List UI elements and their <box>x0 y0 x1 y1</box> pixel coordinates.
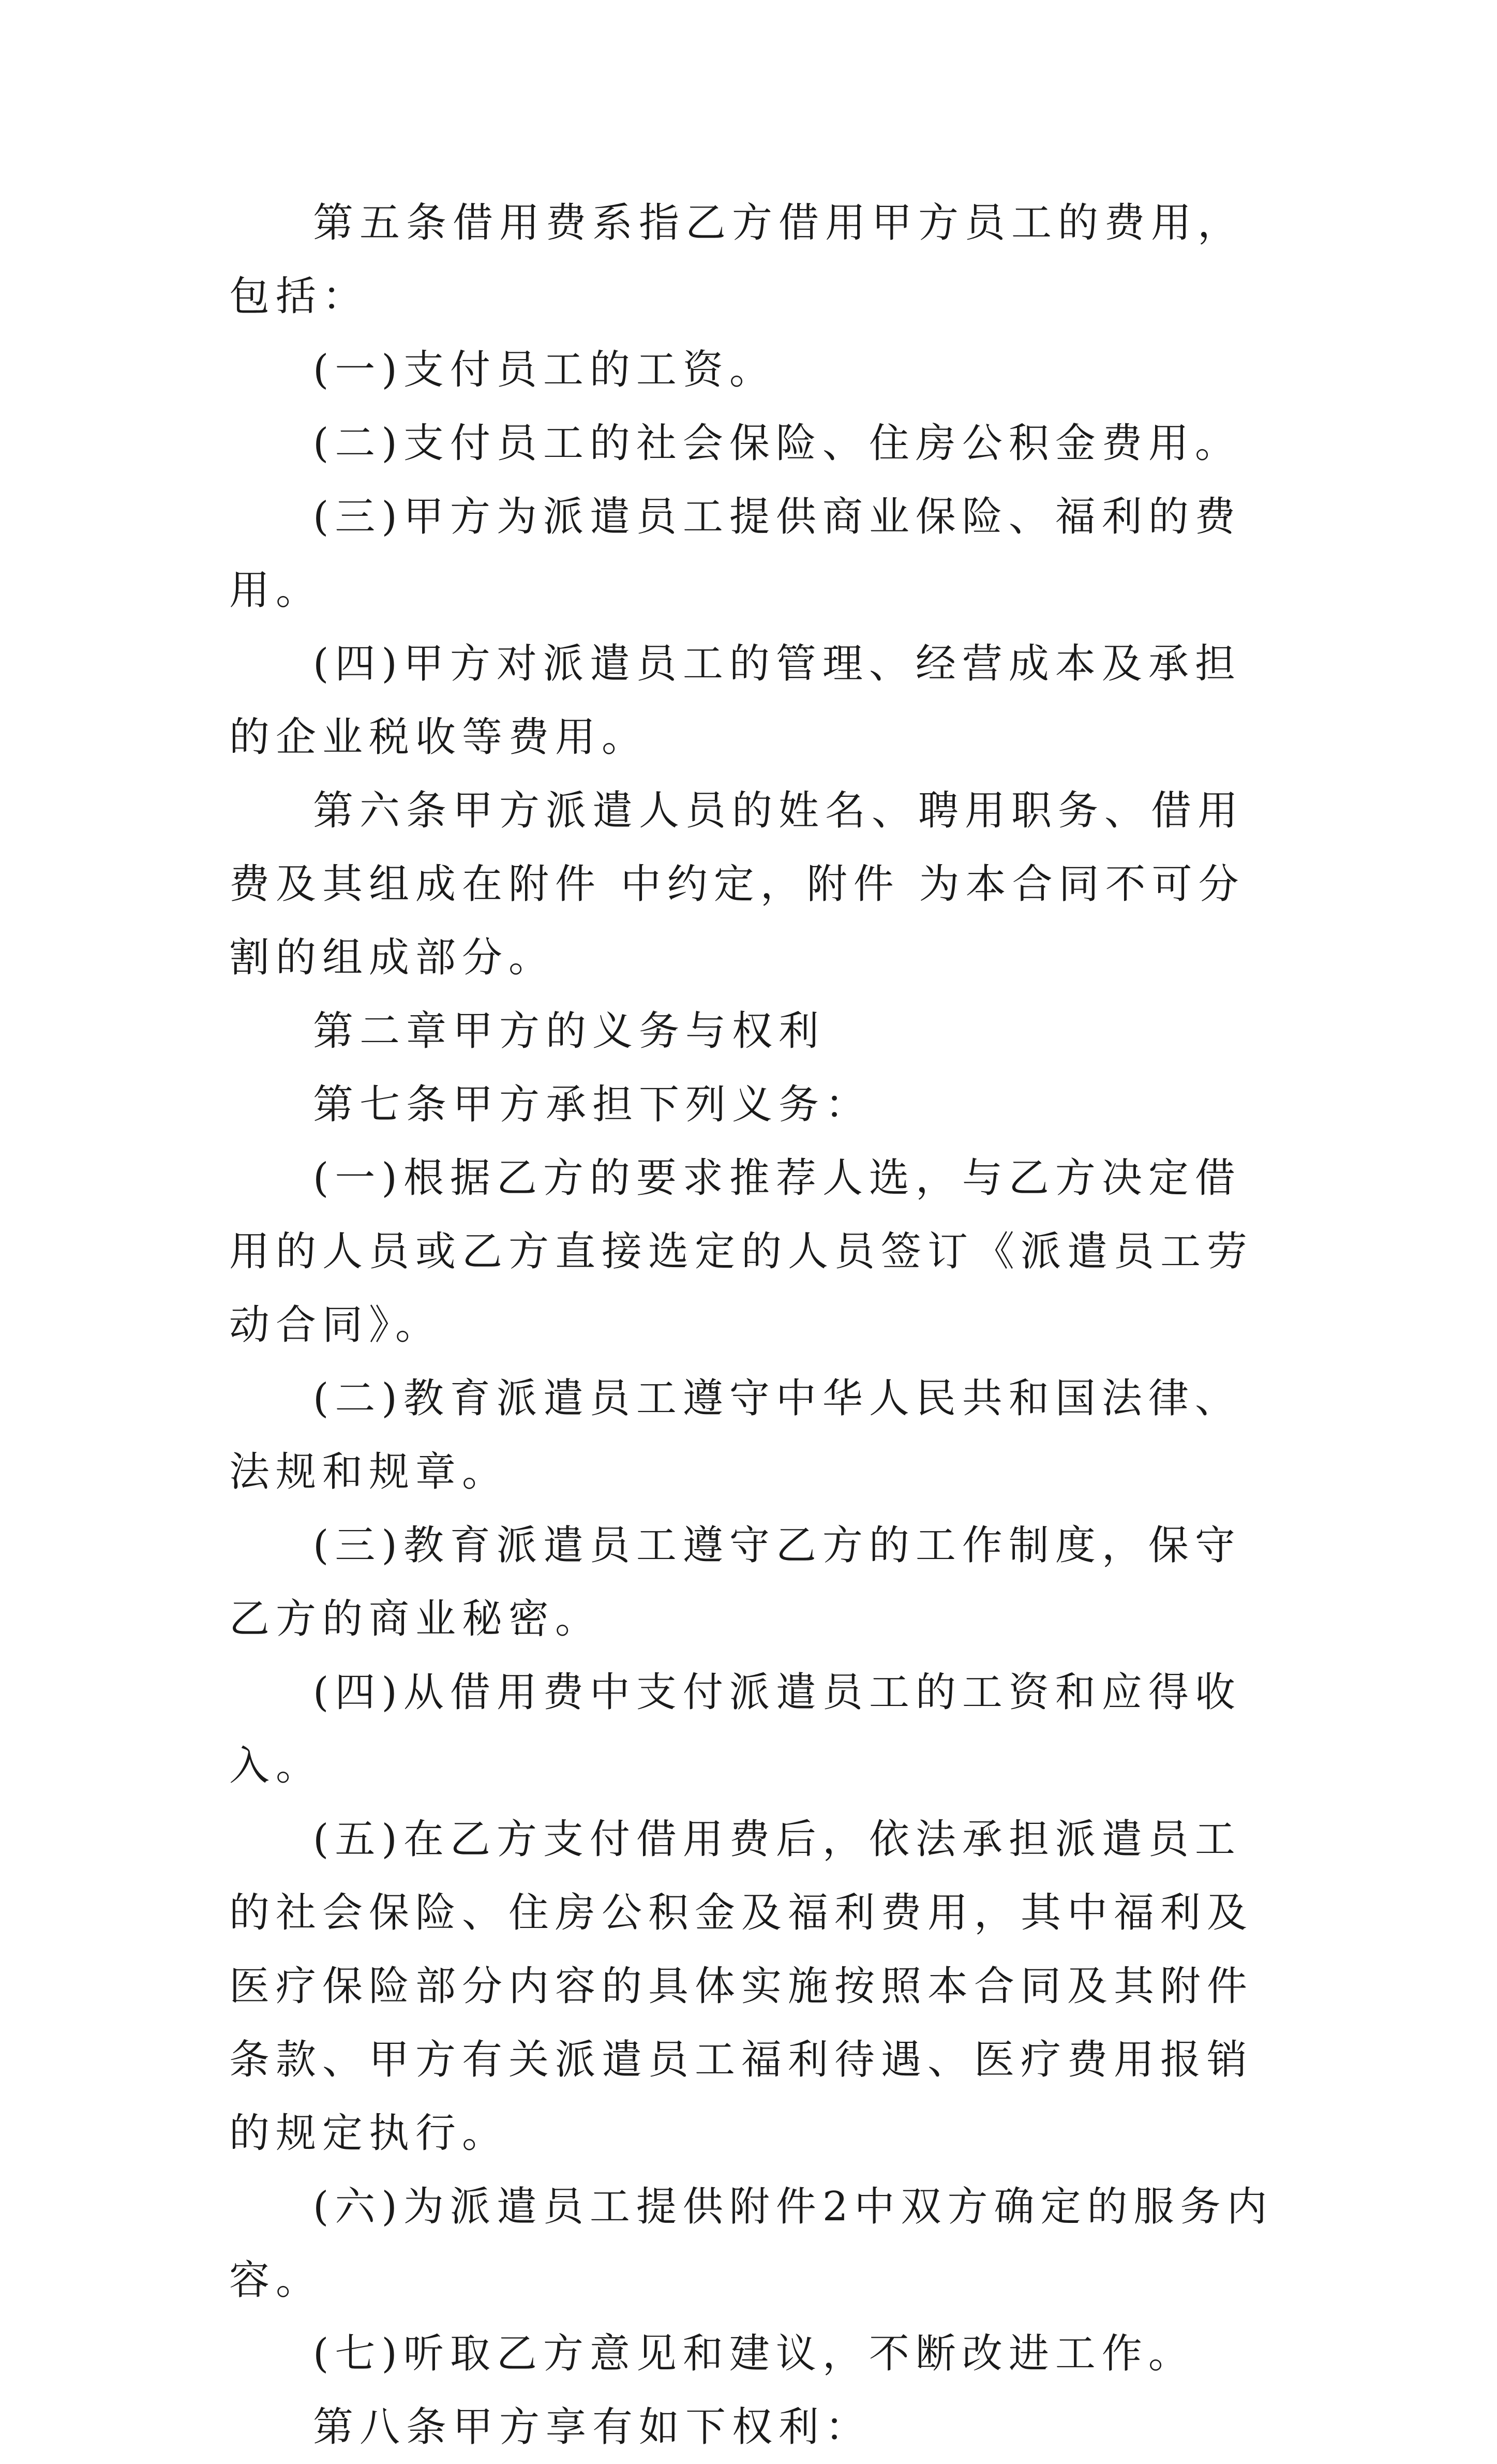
paragraph-duty-1: (一)根据乙方的要求推荐人选，与乙方决定借用的人员或乙方直接选定的人员签订《派遣员工劳动合同》。 <box>229 1155 1254 1348</box>
paragraph-item-4: (四)甲方对派遣员工的管理、经营成本及承担的企业税收等费用。 <box>229 641 1241 761</box>
paragraph-item-1: (一)支付员工的工资。 <box>313 347 776 393</box>
paragraph-item-3: (三)甲方为派遣员工提供商业保险、福利的费用。 <box>229 494 1241 614</box>
paragraph-duty-3: (三)教育派遣员工遵守乙方的工作制度，保守乙方的商业秘密。 <box>229 1522 1241 1642</box>
document-body <box>229 186 1274 2464</box>
chapter-heading-2: 第二章甲方的义务与权利 <box>313 1008 826 1055</box>
paragraph-article-5: 第五条借用费系指乙方借用甲方员工的费用，包括： <box>229 200 1245 320</box>
paragraph-article-8: 第八条甲方享有如下权利： <box>313 2404 872 2451</box>
paragraph-duty-6: (六)为派遣员工提供附件2中双方确定的服务内容。 <box>229 2184 1274 2304</box>
paragraph-duty-5: (五)在乙方支付借用费后，依法承担派遣员工的社会保险、住房公积金及福利费用，其中福利及医疗保险部分内容的具体实施按照本合同及其附件条款、甲方有关派遣员工福利待遇、医疗费用报销的规定执行。 <box>229 1816 1254 2157</box>
paragraph-item-2: (二)支付员工的社会保险、住房公积金费用。 <box>313 420 1241 467</box>
paragraph-duty-4: (四)从借用费中支付派遣员工的工资和应得收入。 <box>229 1669 1241 1789</box>
paragraph-duty-7: (七)听取乙方意见和建议，不断改进工作。 <box>313 2331 1195 2377</box>
paragraph-duty-2: (二)教育派遣员工遵守中华人民共和国法律、法规和规章。 <box>229 1375 1241 1495</box>
paragraph-article-7: 第七条甲方承担下列义务： <box>313 1081 872 1128</box>
paragraph-article-6: 第六条甲方派遣人员的姓名、聘用职务、借用费及其组成在附件 中约定，附件 为本合同不可分割的组成部分。 <box>229 788 1245 981</box>
